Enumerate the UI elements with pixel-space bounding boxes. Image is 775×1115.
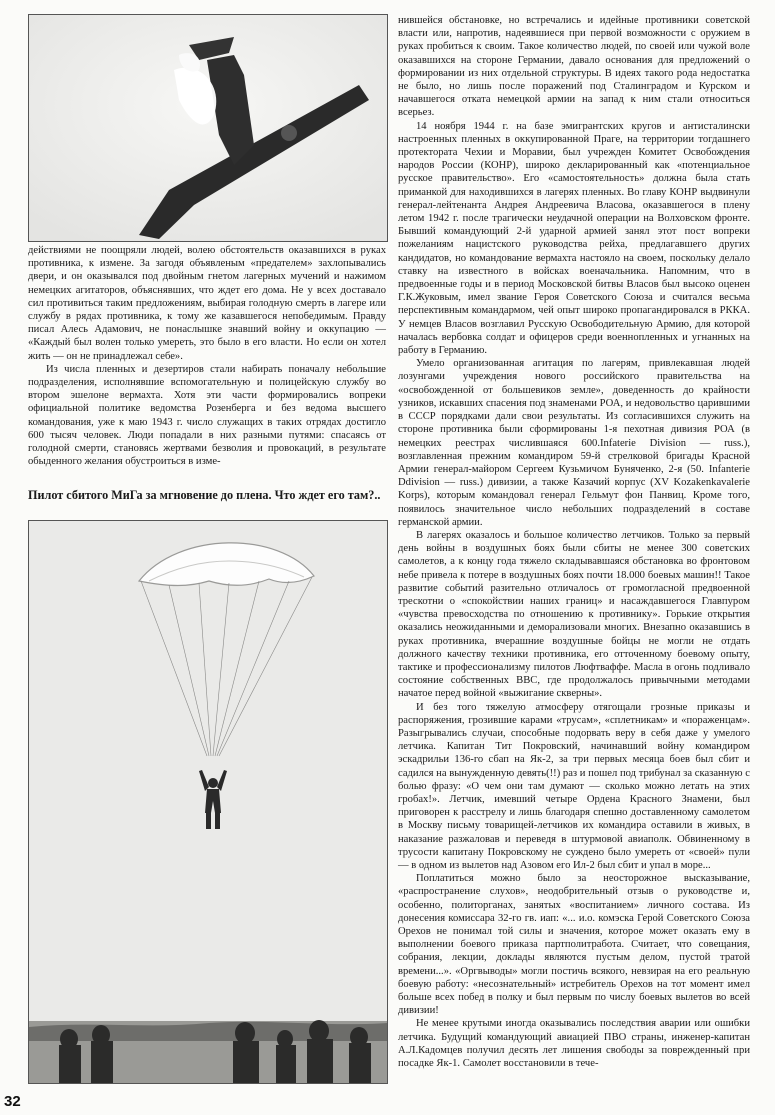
paragraph: Из числа пленных и дезертиров стали набирать поначалу небольшие подразделения, исполнявшие вспомогательную и полицейскую службу во втором эшелоне вермахта. Хотя эти части формировались вопреки официальной политике ведомства Розенберга и без ведома высшего командования, уже к маю 1943 г. число служащих в таких отрядах достигло 600 тысяч человек. Люди попадали в них разными путями: спасаясь от голодной смерти, становясь жертвами безволия и провокаций, в результате обыденного желания обустроиться в изме- [28, 363, 386, 468]
photo-caption: Пилот сбитого МиГа за мгновение до плена. Что ждет его там?.. [28, 488, 381, 502]
falling-aircraft-photo [28, 14, 388, 242]
paragraph: действиями не поощряли людей, волею обстоятельств оказавшихся в руках противника, к измене. За загодя объявленым «предателем» захлопывались двери, и он оказывался под двойным гнетом лагерных мучений и нажимом немецких агитаторов, объяснявших, что ждет его дома. Не у всех доставало сил противиться таким предложениям, выбирая голодную смерть в лагере или службу в рядах противника, к тому же казавшегося непобедимым. Правду писал Алесь Адамович, не понаслышке знавший войну и оккупацию — «Каждый был волен только умереть, это было в его власти. Но если он хотел жить — он не принадлежал себе». [28, 245, 386, 362]
paragraph: 14 ноября 1944 г. на базе эмигрантских кругов и антисталински настроенных пленных в оккупированной Праге, на территории тогдашнего протектората Чехии и Моравии, был учрежден Комитет Освобождения народов России (КОНР), широко декларированный как «потенциальное русское правительство». Его «самостоятельность» должна была стать приманкой для находившихся в лагерях пленных. Во главу КОНР выдвинули генерал-лейтенанта Андрея Андреевича Власова, оказавшегося в плену летом 1942 г. после трагически неудачной операции на Волховском фронте. Бывший командующий 2-й ударной армией занял этот пост вопреки пожеланиям нацистского руководства рейха, предлагавшего других кандидатов, но командование вермахта настояло на своем, поскольку делало ставку на известного в войсках военачальника. Напомним, что в предвоенные годы и в период Московской битвы Власов был высоко оценен Г.К.Жуковым, имел звание Героя Советского Союза и считался весьма перспективным командармом, чей опыт широко пропагандировался в РККА. У немцев Власов возглавил Русскую Освободительную Армию, для которой началась вербовка солдат и офицеров среди военнопленных и угнанных на работу в Германию. [398, 120, 750, 357]
right-column-text [398, 14, 750, 1070]
left-column-text [28, 244, 386, 468]
paragraph: Поплатиться можно было за неосторожное высказывание, «распространение слухов», неодобрительный отзыв о руководстве и, особенно, политорганах, занятых «воспитанием» личного состава. Из донесения комиссара 32-го гв. иап: «... и.о. комэска Герой Советского Союза Орехов не понимал той силы и значения, которое может оказать ему в выполнении боевого приказа партполитработа. Считает, что совещания, собрания, лекции, доклады являются пустым делом, пустой тратой времени...». «Оргвыводы» могли постичь всякого, невзирая на его реальную боевую работу: «несознательный» истребитель Орехов на тот момент имел больше всех побед в полку и был первым по числу боевых вылетов во всей дивизии! [398, 873, 750, 1017]
paragraph: Не менее крутыми иногда оказывались последствия аварии или ошибки летчика. Будущий командующий авиацией ПВО страны, инженер-капитан А.Л.Кадомцев получил десять лет лишения свободы за поврежденный при посадке Як-1. Самолет восстановили в тече- [398, 1018, 750, 1070]
paragraph: В лагерях оказалось и большое количество летчиков. Только за первый день войны в воздушных боях были сбиты не менее 300 советских самолетов, а к концу года тяжело складывавшаяся обстановка во фронтовом небе привела к потере в воздушных боях почти 18.000 боевых машин!! Такое развитие событий разительно отличалось от громогласной предвоенной трескотни о «спокойствии наших границ» и насаждавшегося Главпуром «чувства превосходства по отношению к противнику». Горькие открытия оказались неожиданными и деморализовали многих. Внезапно оказавшись в руках противника, вчерашние воздушные бойцы не могли не отдать должного качеству техники противника, его отточенному боевому опыту, тактике и профессионализму пилотов Люфтваффе. Масла в огонь подливало состояние собственных ВВС, где продолжалось привычными методами начатое перед войной «выжигание скверны». [398, 529, 750, 700]
paragraph: нившейся обстановке, но встречались и идейные противники советской власти или, напротив, надеявшиеся при первой возможности с оружием в руках пробиться к своим. Такое количество людей, по своей или чужой воле оказавшихся на стороне Германии, давало основания для предложений о формировании из них отдельной структуры. В идеях такого рода недостатка не было, но лишь после поражений под Сталинградом и Курском и начавшегося отката немецкой армии на запад к ним стали относиться всерьез. [398, 15, 750, 119]
paragraph: И без того тяжелую атмосферу отягощали грозные приказы и распоряжения, грозившие карами «трусам», «сплетникам» и «пораженцам». Разыгрывались случаи, способные подорвать веру в себя даже у умелого летчика. Капитан Тит Покровский, начинавший войну командиром эскадрильи 136-го сбап на Як-2, за три первых месяца боев был сбит и садился на вынужденную девять(!!) раз и пошел под трибунал за сказанную с болью фразу: «О чем они там думают — сколько можно летать на этих гробах!». Летчик, имевший четыре Ордена Красного Знамени, был приговорен к расстрелу и лишь благодаря спешно доставленному самолетом в Москву письму товарищей-летчиков их командира оставили в живых, в наказание разжаловав и переведя в штурмовой авиаполк. Обвиненному в трусости капитану Покровскому не суждено было умереть от «своей» пули — в одном из вылетов над Азовом его Ил-2 был сбит и упал в море... [398, 701, 750, 871]
aircraft-image [29, 15, 387, 241]
parachute-photo [28, 520, 388, 1084]
page-number: 32 [4, 1093, 21, 1110]
paragraph: Умело организованная агитация по лагерям, привлекавшая людей лозунгами учреждения нового российского правительства на «освобожденной от большевиков земле», доведенность до крайности узников, искавших спасения под знаменами РОА, и недовольство царившими в СССР порядками дали свои результаты. Из согласившихся служить на стороне противника были сформированы 1-я пехотная дивизия РОА (в немецких реестрах числившаяся 600.Infaterie Division — russ.), возглавленная прежним командиром 59-й стрелковой бригады Красной Армии генерал-майором Сергеем Кузьмичом Буняченко, 2-я (50. Infanterie Ddivision — russ.) дивизии, а также Казачий корпус (XV Kozakenkavalerie Korps), которым командовал генерал Гельмут фон Панвиц. Кроме того, появилось значительное число небольших подразделений в составе германской армии. [398, 358, 750, 528]
parachute-image [29, 521, 387, 1083]
